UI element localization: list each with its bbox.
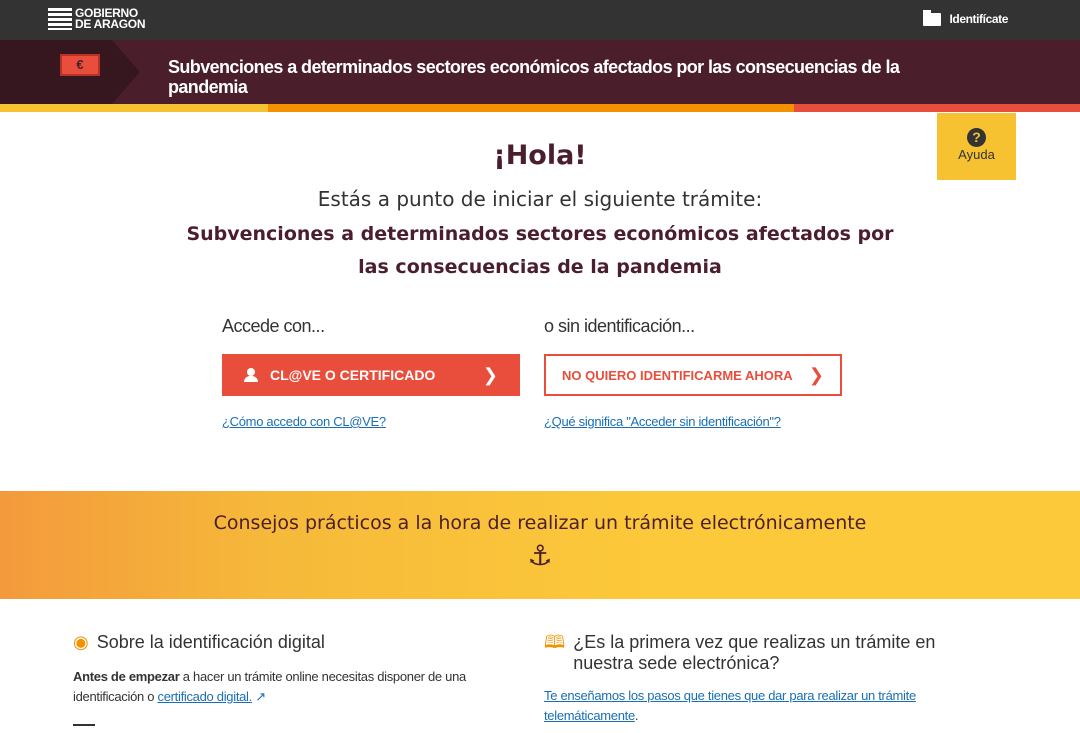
before-start-bold: Antes de empezar xyxy=(73,669,180,684)
logo-mark-icon xyxy=(48,8,72,30)
digital-id-title: Sobre la identificación digital xyxy=(96,632,325,652)
external-link-icon: ↗ xyxy=(255,689,266,704)
subtitle: Estás a punto de iniciar el siguiente trámite: xyxy=(317,187,763,211)
clave-button-label: CL@VE O CERTIFICADO xyxy=(270,367,436,383)
color-stripe xyxy=(0,104,1080,112)
fingerprint-icon: ◉ xyxy=(73,632,89,652)
chevron-right-icon: ❯ xyxy=(482,364,498,385)
procedure-title-bar xyxy=(0,40,1080,104)
digital-id-section xyxy=(73,632,493,707)
anonymous-help-link[interactable]: ¿Qué significa "Acceder sin identificación"? xyxy=(544,414,781,429)
question-icon: ? xyxy=(967,128,986,147)
procedure-name: Subvenciones a determinados sectores económicos afectados por las consecuencias de la pandemia xyxy=(186,223,894,278)
digital-certificate-link[interactable]: certificado digital. xyxy=(157,689,252,704)
greeting: ¡Hola! xyxy=(493,140,587,171)
steps-link[interactable]: Te enseñamos los pasos que tienes que dar para realizar un trámite telemáticamente xyxy=(544,688,916,723)
no-identify-label: NO QUIERO IDENTIFICARME AHORA xyxy=(562,367,793,383)
tips-title: Consejos prácticos a la hora de realizar un trámite electrónicamente xyxy=(213,512,867,534)
access-column xyxy=(222,316,520,429)
logo-line1: GOBIERNO xyxy=(75,6,138,20)
gobierno-aragon-logo[interactable] xyxy=(48,8,145,30)
period: . xyxy=(634,708,639,723)
anonymous-column xyxy=(544,316,842,429)
procedure-title: Subvenciones a determinados sectores económicos afectados por las consecuencias de la pandemia xyxy=(168,57,900,97)
chevron-right-icon: ❯ xyxy=(808,364,824,385)
clave-help-link[interactable]: ¿Cómo accedo con CL@VE? xyxy=(222,414,386,429)
book-icon: 🕮︎ xyxy=(544,632,566,652)
clave-certificate-button[interactable] xyxy=(222,354,520,396)
top-bar xyxy=(0,0,1080,40)
user-icon xyxy=(244,368,258,382)
folder-icon xyxy=(923,13,941,26)
first-time-title: ¿Es la primera vez que realizas un trámite en nuestra sede electrónica? xyxy=(573,632,936,673)
no-identify-button[interactable] xyxy=(544,354,842,396)
logo-line2: DE ARAGON xyxy=(75,17,146,31)
identify-link[interactable] xyxy=(923,12,1008,26)
tips-banner[interactable] xyxy=(0,491,1080,599)
money-icon: € xyxy=(60,54,100,76)
anonymous-heading: o sin identificación... xyxy=(544,316,695,336)
access-heading: Accede con... xyxy=(222,316,325,336)
first-time-section xyxy=(544,632,964,726)
anchor-icon[interactable]: ⚓︎ xyxy=(527,540,553,571)
help-label: Ayuda xyxy=(958,147,995,162)
digital-id-text: a hacer un trámite online necesitas disponer de una identificación o xyxy=(73,669,466,704)
divider xyxy=(73,724,95,726)
identify-label: Identifícate xyxy=(949,12,1008,26)
